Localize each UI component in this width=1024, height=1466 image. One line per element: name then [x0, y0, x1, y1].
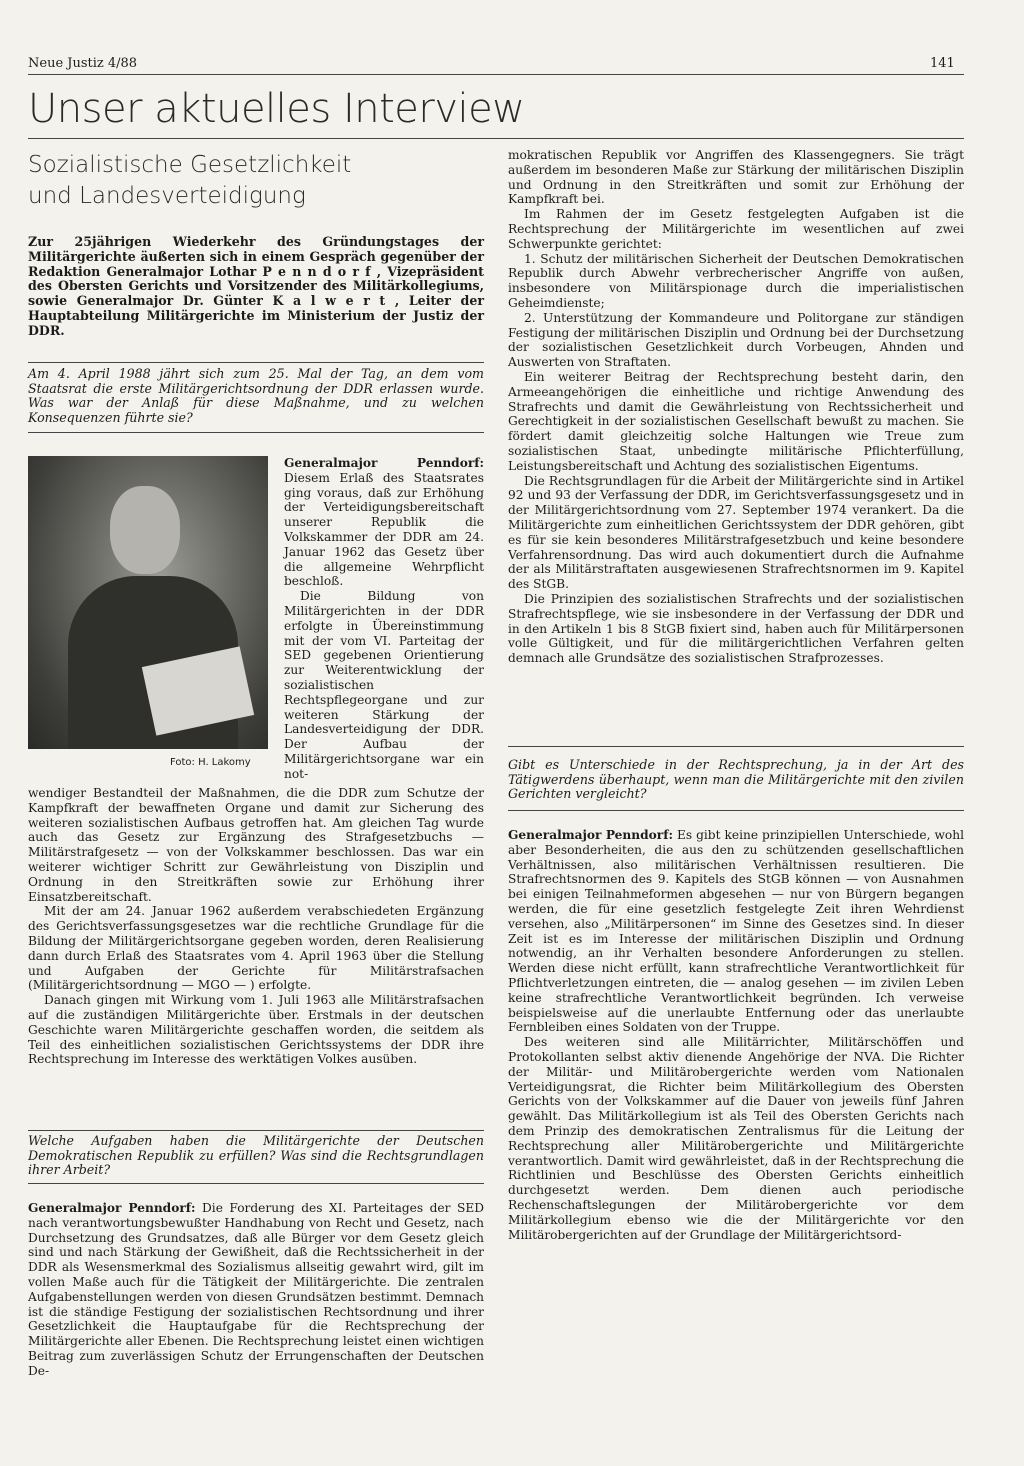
answer-2-left — [28, 1201, 484, 1379]
answer-3-text-2: Des weiteren sind alle Militärrichter, Militärschöffen und Protokollanten selbst aktiv dienende Angehörige der NVA. Die Richter der Militär- und Militärobergerichte werden vom Nationalen Verteidigungsrat, die Richter beim Militärkollegium des Obersten Gerichts von der Volkskammer auf die Dauer von jeweils fünf Jahren gewählt. Das Militärkollegium ist als Teil des Obersten Gerichts nach dem Prinzip des demokratischen Zentralismus für die Leitung der Rechtsprechung aller Militärobergerichte und Militärgerichte verantwortlich. Damit wird gewährleistet, daß in der Rechtsprechung die Richtlinien und Beschlüsse des Obersten Gerichts einheitlich durchgesetzt werden. Dem dienen auch periodische Rechenschaftslegungen der Militärobergerichte vor dem Militärkollegium ebenso wie die der Militärgerichte vor den Militärobergerichten auf der Grundlage der Militärgerichtsord- — [508, 1035, 964, 1242]
speaker-penndorf-1: Generalmajor Penndorf: — [284, 456, 484, 470]
photo-head — [110, 486, 180, 574]
subtitle-line-2: und Landesverteidigung — [28, 183, 306, 209]
question-1-top-rule — [28, 362, 484, 363]
header-rule — [28, 74, 964, 75]
answer-2-text-7: Die Prinzipien des sozialistischen Strafrechts und der sozialistischen Strafrechtspflege, wie sie insbesondere in der Verfassung der DDR und in den Artikeln 1 bis 8 StGB fixiert sind, haben auch für Militärpersonen volle Gültigkeit, und für die militärgerichtlichen Verfahren gelten demnach alle Grundsätze des sozialistischen Strafprozesses. — [508, 591, 964, 666]
article-subtitle — [28, 150, 351, 212]
answer-2-text-left: Die Forderung des XI. Parteitages der SED nach verantwortungsbewußter Handhabung von Recht und Gesetz, nach Durchsetzung des Grundsatzes, daß alle Bürger vor dem Gesetz gleich sind und nach Stärkung der Gewißheit, daß die Rechtssicherheit in der DDR als Wesensmerkmal des Sozialismus allseitig gewahrt wird, gilt im vollen Maße auch für die Tätigkeit der Militärgerichte. Die zentralen Aufgabenstellungen werden von diesen Grundsätzen bestimmt. Demnach ist die ständige Festigung der sozialistischen Rechtsordnung und ihrer Gesetzlichkeit die Hauptaufgabe für die Rechtsprechung der Militärgerichte aller Ebenen. Die Rechtsprechung leistet einen wichtigen Beitrag zum zuverlässigen Schutz der Errungenschaften der Deutschen De- — [28, 1201, 484, 1378]
lead-paragraph: Zur 25jährigen Wiederkehr des Gründungstages der Militärgerichte äußerten sich in einem Gespräch gegenüber der Redaktion Generalmajor Lothar P e n n d o r f , Vizepräsident des Obersten Gerichts und Vorsitzender des Militärkollegiums, sowie Generalmajor Dr. Günter K a l w e r t , Leiter der Hauptabteilung Militärgerichte im Ministerium der Justiz der DDR. — [28, 234, 484, 338]
answer-1-text-c: wendiger Bestandteil der Maßnahmen, die die DDR zum Schutze der Kampfkraft der bewaffneten Organe und damit zur Sicherung des weiteren sozialistischen Aufbaus getroffen hat. Am gleichen Tag wurde auch das Gesetz zur Ergänzung des Strafgesetzbuchs — Militärstrafgesetz — von der Volkskammer beschlossen. Das war ein weiterer wichtiger Schritt zur Gewährleistung von Disziplin und Ordnung in den Streitkräften sowie zur Erhöhung ihrer Einsatzbereitschaft. — [28, 786, 484, 904]
answer-2-right — [508, 148, 964, 666]
question-2-bottom-rule — [28, 1183, 484, 1184]
photo-caption: Foto: H. Lakomy — [170, 757, 251, 768]
journal-header: Neue Justiz 4/88 — [28, 56, 138, 71]
answer-3-text-1: Es gibt keine prinzipiellen Unterschiede, wohl aber Besonderheiten, die aus den zu schützenden gesellschaftlichen Verhältnissen, also militärischen Verhältnissen resultieren. Die Strafrechtsnormen des 9. Kapitels des StGB können — von Ausnahmen bei einigen Teilnahmeformen abgesehen — nur von Bürgern begangen werden, die für eine gesetzlich festgelegte Zeit ihren Wehrdienst versehen, also „Militärpersonen“ im Sinne des Gesetzes sind. In dieser Zeit ist es im Interesse der militärischen Disziplin und Ordnung notwendig, an ihr Verhalten besondere Anforderungen zu stellen. Werden diese nicht erfüllt, kann strafrechtliche Verantwortlichkeit für Pflichtverletzungen eintreten, die — analog gesehen — im zivilen Leben keine strafrechtliche Verantwortlichkeit begründen. Ich verweise beispielsweise auf die unerlaubte Entfernung oder das unerlaubte Fernbleiben eines Soldaten von der Truppe. — [508, 828, 964, 1035]
question-1: Am 4. April 1988 jährt sich zum 25. Mal der Tag, an dem vom Staatsrat die erste Militärgerichtsordnung der DDR erlassen wurde. Was war der Anlaß für diese Maßnahme, und zu welchen Konsequenzen führte sie? — [28, 366, 484, 425]
subtitle-line-1: Sozialistische Gesetzlichkeit — [28, 152, 352, 178]
answer-1-text-d: Mit der am 24. Januar 1962 außerdem verabschiedeten Ergänzung des Gerichtsverfassungsgesetzes war die rechtliche Grundlage für die Bildung der Militärgerichtsorgane gegeben worden, deren Realisierung dann durch Erlaß des Staatsrates vom 4. April 1963 über die Stellung und Aufgaben der Gerichte für Militärstrafsachen (Militärgerichtsordnung — MGO — ) erfolgte. — [28, 904, 484, 993]
answer-2-text-4: 2. Unterstützung der Kommandeure und Politorgane zur ständigen Festigung der militärischen Disziplin und Ordnung bei der Durchsetzung der sozialistischen Gesetzlichkeit durch Vorbeugen, Ahnden und Auswerten von Straftaten. — [508, 310, 964, 370]
portrait-photo — [28, 456, 268, 749]
question-2-top-rule — [28, 1130, 484, 1131]
answer-1-text-b: Die Bildung von Militärgerichten in der DDR erfolgte in Übereinstimmung mit der vom VI. Parteitag der SED gegebenen Orientierung zur Weiterentwicklung der sozialistischen Rechtspflegeorgane und zur weiteren Stärkung der Landesverteidigung der DDR. Der Aufbau der Militärgerichtsorgane war ein not- — [284, 589, 484, 781]
speaker-penndorf-2: Generalmajor Penndorf: — [28, 1201, 196, 1215]
question-3-bottom-rule — [508, 810, 964, 811]
question-3-top-rule — [508, 746, 964, 747]
question-1-bottom-rule — [28, 432, 484, 433]
answer-2-text-1: mokratischen Republik vor Angriffen des Klassengegners. Sie trägt außerdem im besonderen Maße zur Stärkung der militärischen Disziplin und Ordnung in den Streitkräften und somit zur Erhöhung der Kampfkraft bei. — [508, 148, 964, 207]
title-rule — [28, 138, 964, 139]
main-title: Unser aktuelles Interview — [28, 86, 525, 132]
speaker-penndorf-3: Generalmajor Penndorf: — [508, 828, 673, 842]
question-3: Gibt es Unterschiede in der Rechtsprechung, ja in der Art des Tätigwerdens überhaupt, wenn man die Militärgerichte mit den zivilen Gerichten vergleicht? — [508, 757, 964, 802]
answer-2-text-5: Ein weiterer Beitrag der Rechtsprechung besteht darin, den Armeeangehörigen die einheitliche und richtige Anwendung des Strafrechts und damit die Gewährleistung von Rechtssicherheit und Gerechtigkeit in der sozialistischen Gesellschaft bewußt zu machen. Sie fördert damit gleichzeitig solche Haltungen wie Treue zum sozialistischen Staat, unbedingte militärische Pflichterfüllung, Leistungsbereitschaft und Achtung des sozialistischen Eigentums. — [508, 369, 964, 473]
answer-3 — [508, 828, 964, 1242]
answer-2-text-6: Die Rechtsgrundlagen für die Arbeit der Militärgerichte sind in Artikel 92 und 93 der Verfassung der DDR, im Gerichtsverfassungsgesetz und in der Militärgerichtsordnung vom 27. September 1974 verankert. Da die Militärgerichte zum einheitlichen Gerichtssystem der DDR gehören, gibt es für sie kein besonderes Militärstrafgesetzbuch und keine besondere Verfahrensordnung. Das wird auch dokumentiert durch die Aufnahme der als Militärstraftaten ausgewiesenen Strafrechtsnormen im 9. Kapitel des StGB. — [508, 473, 964, 592]
answer-1-full-width — [28, 786, 484, 1067]
page-number: 141 — [930, 56, 955, 71]
question-2: Welche Aufgaben haben die Militärgerichte der Deutschen Demokratischen Republik zu erfüllen? Was sind die Rechtsgrundlagen ihrer Arbeit? — [28, 1133, 484, 1178]
answer-1-text-a: Diesem Erlaß des Staatsrates ging voraus, daß zur Erhöhung der Verteidigungsbereitschaft unserer Republik die Volkskammer der DDR am 24. Januar 1962 das Gesetz über die allgemeine Wehrpflicht beschloß. — [284, 470, 484, 589]
answer-1-text-e: Danach gingen mit Wirkung vom 1. Juli 1963 alle Militärstrafsachen auf die zuständigen Militärgerichte über. Erstmals in der deutschen Geschichte waren Militärgerichte geschaffen worden, die seitdem als Teil des einheitlichen sozialistischen Gerichtssystems der DDR ihre Rechtsprechung im Interesse des werktätigen Volkes ausüben. — [28, 993, 484, 1067]
answer-2-text-3: 1. Schutz der militärischen Sicherheit der Deutschen Demokratischen Republik durch Abwehr verbrecherischer Angriffe von außen, insbesondere von Militärspionage durch die imperialistischen Geheimdienste; — [508, 251, 964, 310]
answer-2-text-2: Im Rahmen der im Gesetz festgelegten Aufgaben ist die Rechtsprechung der Militärgerichte im wesentlichen auf zwei Schwerpunkte gerichtet: — [508, 207, 964, 251]
answer-1-beside-photo — [284, 456, 484, 782]
